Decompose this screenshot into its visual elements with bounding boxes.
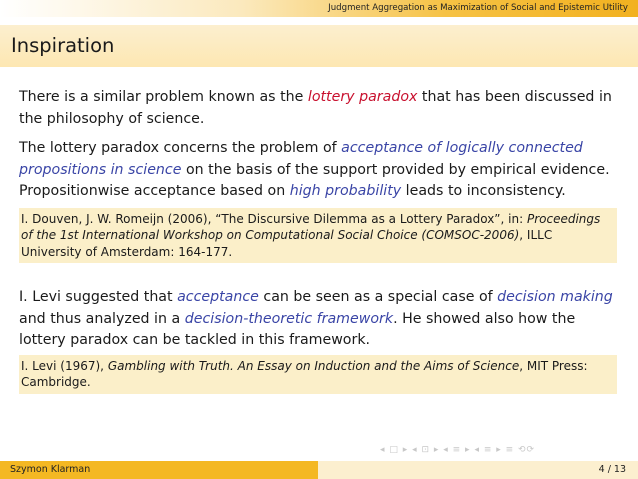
text-span: The lottery paradox concerns the problem of [19,140,342,156]
footer-bar [0,461,638,479]
text-span: , MIT Press: Cambridge. [21,358,588,389]
emphasis-lottery-paradox: lottery paradox [307,89,418,105]
text-span: . He showed also how the lottery paradox can be tackled in this framework. [19,310,576,348]
beamer-navigation-icons[interactable]: ◂ □ ▸ ◂ ⊡ ▸ ◂ ≡ ▸ ◂ ≡ ▸ ≡ ⟲⟳ [380,445,536,455]
text-span: on the basis of the support provided by empirical evidence. Propositionwise acceptance based on [19,161,610,199]
page-number: 4 / 13 [598,464,626,475]
frame-title-bar [0,25,638,67]
slide-content [19,87,619,394]
reference-title: Gambling with Truth. An Essay on Induction and the Aims of Science [107,358,520,373]
emphasis-high-probability: high probability [289,183,402,199]
paragraph-lottery-definition [19,138,619,203]
reference-levi [19,355,617,394]
text-span: I. Levi (1967), [21,358,108,373]
paragraph-lottery-intro [19,87,619,130]
text-span: can be seen as a special case of [258,289,498,305]
text-span: I. Douven, J. W. Romeijn (2006), “The Discursive Dilemma as a Lottery Paradox”, in: [21,211,527,226]
footer-right [318,461,638,479]
paragraph-levi [19,287,619,352]
running-title: Judgment Aggregation as Maximization of Social and Epistemic Utility [328,3,628,13]
frame-title: Inspiration [11,34,115,57]
text-span: There is a similar problem known as the [19,89,308,105]
text-span: leads to inconsistency. [401,183,566,199]
reference-venue: Proceedings of the 1st International Workshop on Computational Social Choice (COMSOC-2006) [21,211,601,242]
emphasis-acceptance: acceptance [177,289,259,305]
emphasis-acceptance-propositions: acceptance of logically connected propositions in science [19,140,583,178]
text-span: I. Levi suggested that [19,289,178,305]
footer-left [0,461,318,479]
footer-author: Szymon Klarman [10,464,91,475]
header-bar [0,0,638,17]
text-span: and thus analyzed in a [19,310,185,327]
text-span: , ILLC University of Amsterdam: 164-177. [21,228,553,259]
reference-douven-romeijn [19,208,617,264]
emphasis-decision-theoretic-framework: decision-theoretic framework [184,310,394,327]
emphasis-decision-making: decision making [497,289,613,305]
text-span: that has been discussed in the philosophy of science. [19,89,612,127]
